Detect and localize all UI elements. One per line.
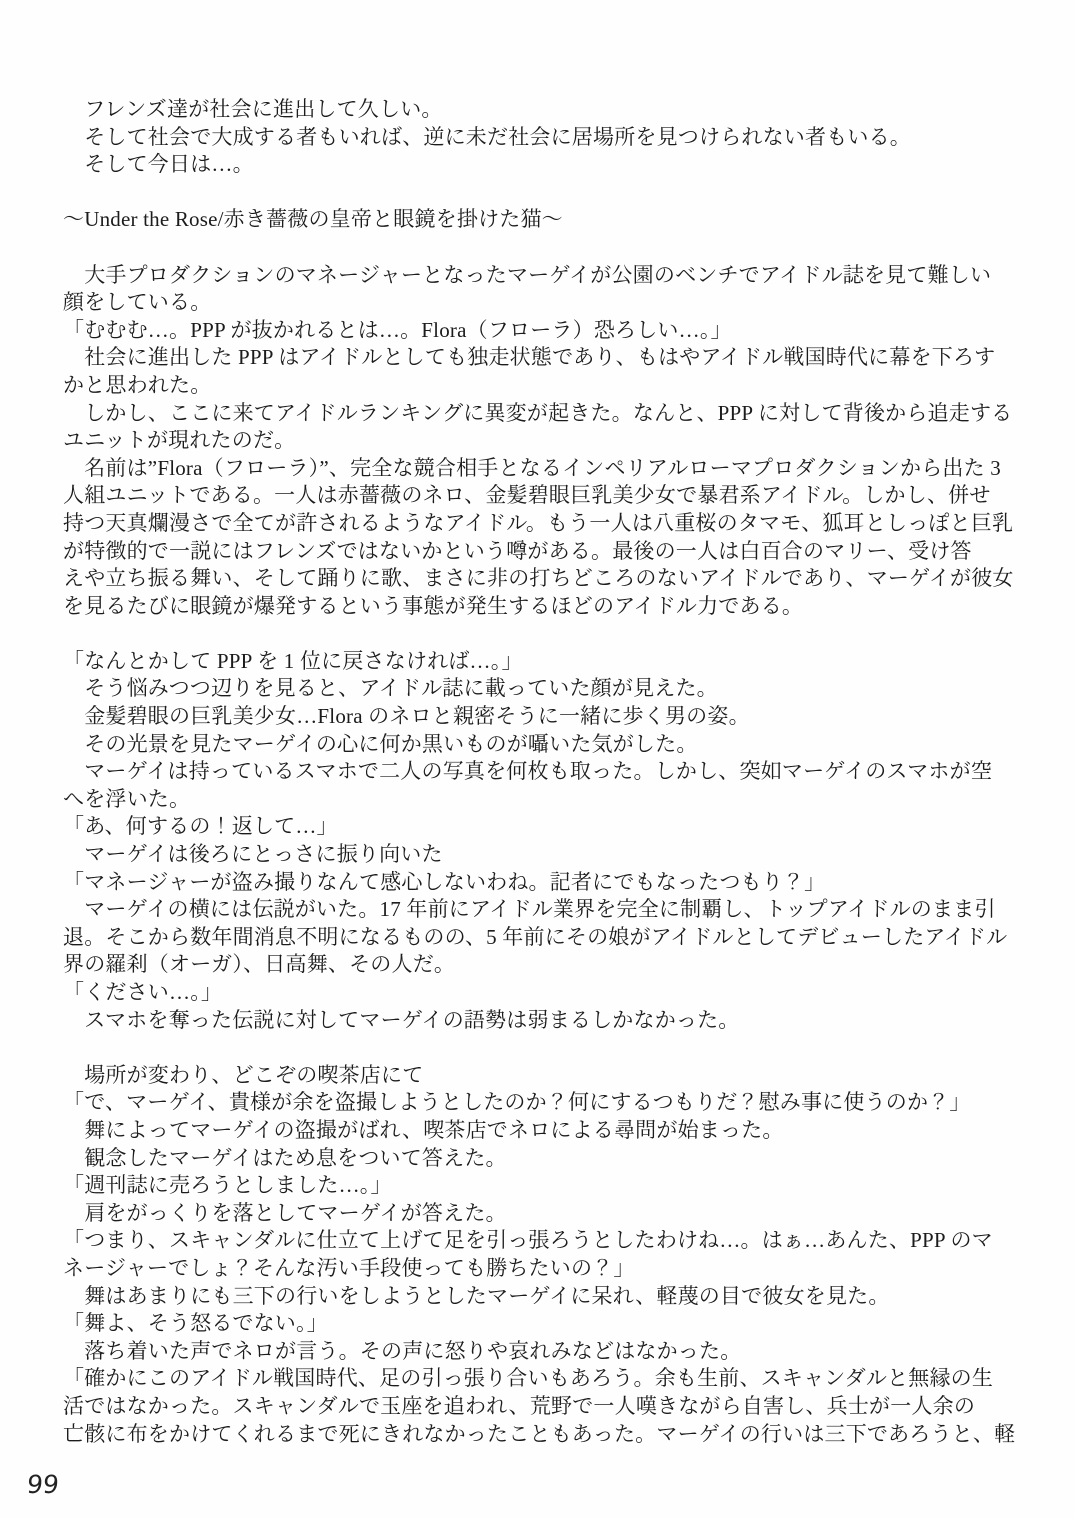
- scene1-line: 「むむむ…。PPP が抜かれるとは…。Flora（フローラ）恐ろしい…。」: [63, 317, 732, 342]
- blank-line: [63, 1034, 1023, 1062]
- scene3-line: 落ち着いた声でネロが言う。その声に怒りや哀れみなどはなかった。: [63, 1338, 742, 1363]
- scene2-line: マーゲイは持っているスマホで二人の写真を何枚も取った。しかし、突如マーゲイのスマホが空: [63, 759, 993, 784]
- intro-line: そして社会で大成する者もいれば、逆に未だ社会に居場所を見つけられない者もいる。: [63, 124, 911, 149]
- blank-line: [63, 234, 1023, 262]
- scene3-line: 肩をがっくりを落としてマーゲイが答えた。: [63, 1200, 507, 1225]
- scene2-line: 「なんとかして PPP を 1 位に戻さなければ…。」: [63, 648, 523, 673]
- scene2-line: 界の羅刹（オーガ）、日高舞、その人だ。: [63, 952, 456, 977]
- scene1-line: 顔をしている。: [63, 290, 212, 315]
- scene2-line: へを浮いた。: [63, 786, 191, 811]
- scene1-line: 大手プロダクションのマネージャーとなったマーゲイが公園のベンチでアイドル誌を見て難しい: [63, 262, 992, 287]
- scene3-line: 亡骸に布をかけてくれるまで死にきれなかったこともあった。マーゲイの行いは三下であろうと、軽: [63, 1421, 1016, 1446]
- scene1-line: 人組ユニットである。一人は赤薔薇のネロ、金髪碧眼巨乳美少女で暴君系アイドル。しかし、併せ: [63, 483, 991, 508]
- scene3-line: 「つまり、スキャンダルに仕立て上げて足を引っ張ろうとしたわけね…。はぁ…あんた、PPP のマ: [63, 1228, 993, 1253]
- scene1-line: かと思われた。: [63, 372, 212, 397]
- scene3-line: 舞によってマーゲイの盗撮がばれ、喫茶店でネロによる尋問が始まった。: [63, 1117, 784, 1142]
- intro-line: フレンズ達が社会に進出して久しい。: [63, 97, 443, 121]
- scene1-line: えや立ち振る舞い、そして踊りに歌、まさに非の打ちどころのないアイドルであり、マーゲイが彼女: [63, 566, 1014, 591]
- scene3-line: 活ではなかった。スキャンダルで玉座を追われ、荒野で一人嘆きながら自害し、兵士が一人余の: [63, 1393, 976, 1418]
- scene2-line: 「ください…。」: [63, 980, 223, 1004]
- blank-line: [63, 179, 1023, 207]
- scene1-line: 社会に進出した PPP はアイドルとしても独走状態であり、もはやアイドル戦国時代に幕を下ろす: [63, 345, 996, 370]
- blank-line: [63, 620, 1023, 648]
- scene2-line: その光景を見たマーゲイの心に何か黒いものが囁いた気がした。: [63, 731, 698, 756]
- scene3-line: ネージャーでしょ？そんな汚い手段使っても勝ちたいの？」: [63, 1255, 635, 1280]
- scene1-line: しかし、ここに来てアイドルランキングに異変が起きた。なんと、PPP に対して背後から追走する: [63, 400, 1013, 425]
- scene3-line: 「週刊誌に売ろうとしました…。」: [63, 1173, 392, 1198]
- scene1-line: 名前は”Flora（フローラ）”、完全な競合相手となるインペリアルローマプロダクションから出た 3: [63, 455, 1001, 480]
- scene3-line: 「確かにこのアイドル戦国時代、足の引っ張り合いもあろう。余も生前、スキャンダルと無縁の生: [63, 1366, 994, 1391]
- scene2-line: スマホを奪った伝説に対してマーゲイの語勢は弱まるしかなかった。: [63, 1007, 740, 1032]
- scene1-line: ユニットが現れたのだ。: [63, 428, 296, 453]
- scene1-line: を見るたびに眼鏡が爆発するという事態が発生するほどのアイドル力である。: [63, 593, 804, 618]
- scene2-line: そう悩みつつ辺りを見ると、アイドル誌に載っていた顔が見えた。: [63, 676, 718, 701]
- page-number: 99: [25, 1470, 61, 1499]
- document-body: [63, 96, 1023, 1448]
- scene3-line: 場所が変わり、どこぞの喫茶店にて: [63, 1062, 424, 1087]
- scene3-line: 「舞よ、そう怒るでない。」: [63, 1311, 328, 1336]
- intro-line: そして今日は…。: [63, 152, 254, 177]
- scene1-line: 持つ天真爛漫さで全てが許されるようなアイドル。もう一人は八重桜のタマモ、狐耳としっぽと巨乳: [63, 510, 1014, 535]
- scene2-line: 金髪碧眼の巨乳美少女…Flora のネロと親密そうに一緒に歩く男の姿。: [63, 704, 750, 729]
- title-line: ～Under the Rose/赤き薔薇の皇帝と眼鏡を掛けた猫～: [63, 207, 563, 232]
- scene2-line: 「マネージャーが盗み撮りなんて感心しないわね。記者にでもなったつもり？」: [63, 869, 826, 894]
- scene3-line: 「で、マーゲイ、貴様が余を盗撮しようとしたのか？何にするつもりだ？慰み事に使うのか？」: [63, 1090, 971, 1115]
- scene2-line: 退。そこから数年間消息不明になるものの、5 年前にその娘がアイドルとしてデビューしたアイドル: [63, 924, 1008, 949]
- scene2-line: マーゲイの横には伝説がいた。17 年前にアイドル業界を完全に制覇し、トップアイドルのまま引: [63, 897, 996, 922]
- scene1-line: が特徴的で一説にはフレンズではないかという噂がある。最後の一人は白百合のマリー、受け答: [63, 538, 972, 563]
- scene2-line: 「あ、何するの！返して…」: [63, 814, 338, 839]
- scene2-line: マーゲイは後ろにとっさに振り向いた: [63, 842, 443, 867]
- scene3-line: 観念したマーゲイはため息をついて答えた。: [63, 1145, 507, 1170]
- scene3-line: 舞はあまりにも三下の行いをしようとしたマーゲイに呆れ、軽蔑の目で彼女を見た。: [63, 1283, 890, 1308]
